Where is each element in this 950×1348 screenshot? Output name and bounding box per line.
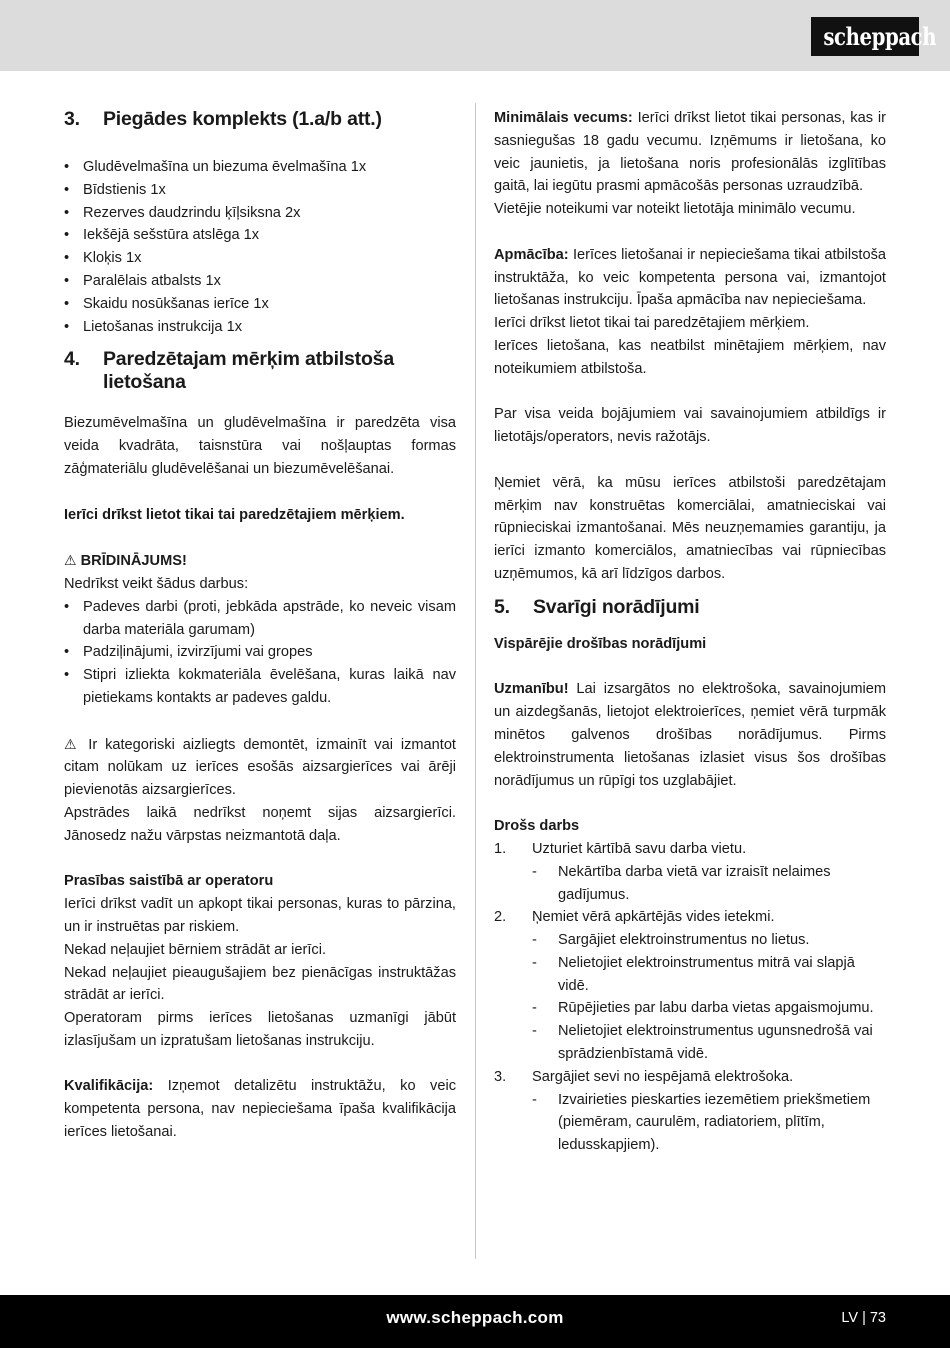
attention-paragraph (494, 678, 886, 792)
section-number: 4. (64, 348, 80, 371)
sub-list (532, 1089, 886, 1157)
min-age-paragraph-2: Vietējie noteikumi var noteikt lietotāja minimālo vecumu. (494, 201, 856, 218)
operator-line: Ierīci drīkst vadīt un apkopt tikai personas, kuras to pārzina, un ir instruētas par riskiem. (64, 896, 456, 935)
header-band (0, 0, 950, 71)
prohibition-text: Ir kategoriski aizliegts demontēt, izmainīt vai izmantot citam nolūkam uz ierīces esošās aizsargierīces vai ārēji pievienotās aizsargierīces. (64, 736, 456, 799)
sub-list (532, 861, 886, 907)
qualification-label: Kvalifikācija: (64, 1078, 154, 1095)
delivery-list (64, 156, 456, 338)
general-safety-heading: Vispārējie drošības norādījumi (494, 635, 707, 652)
warning-icon: ⚠ (64, 735, 81, 752)
right-column (494, 107, 886, 1157)
list-item: • Gludēvelmašīna un biezuma ēvelmašīna 1x (64, 156, 456, 179)
qualification-text: Izņemot detalizētu instruktāžu, ko veic kompetenta persona, nav nepieciešama īpaša kvalifikācija ierīces lietošanai. (64, 1078, 456, 1141)
training-paragraph-3: Ierīces lietošana, kas neatbilst minētajiem mērķiem, nav noteikumiem atbilstoša. (494, 337, 886, 377)
list-item: • Skaidu nosūkšanas ierīce 1x (64, 293, 456, 316)
sub-item: - Nelietojiet elektroinstrumentus mitrā vai slapjā vidē. (532, 952, 886, 998)
section-number: 3. (64, 108, 80, 130)
warning-intro: Nedrīkst veikt šādus darbus: (64, 575, 249, 592)
operator-heading: Prasības saistībā ar operatoru (64, 873, 274, 890)
list-item: • Paralēlais atbalsts 1x (64, 270, 456, 293)
list-item (494, 906, 886, 1066)
list-item: • Iekšējā sešstūra atslēga 1x (64, 224, 456, 247)
sub-item: - Nelietojiet elektroinstrumentus ugunsnedrošā vai sprādzienbīstamā vidē. (532, 1020, 886, 1066)
list-item (494, 838, 886, 906)
item-text: Sargājiet sevi no iespējamā elektrošoka. (532, 1068, 794, 1085)
item-number: 3. (494, 1068, 507, 1085)
brand-logo: scheppach (811, 17, 919, 56)
list-item: • Kloķis 1x (64, 247, 456, 270)
list-item: • Padziļinājumi, izvirzījumi vai gropes (64, 641, 456, 664)
section-title: Piegādes komplekts (1.a/b att.) (103, 108, 382, 130)
intended-use-paragraph: Biezumēvelmašīna un gludēvelmašīna ir paredzēta visa veida kvadrāta, taisnstūra vai nošļauptas formas zāģmateriālu gludēvelēšanai un biezumēvelēšanai. (64, 415, 456, 477)
prohibition-paragraph-2: Apstrādes laikā nedrīkst noņemt sijas aizsargierīci. Jānosedz nažu vārpstas neizmantotā daļa. (64, 804, 456, 844)
sub-item: - Sargājiet elektroinstrumentus no lietus. (532, 929, 886, 952)
operator-line: Nekad neļaujiet pieaugušajiem bez pienācīgas instruktāžas strādāt ar ierīci. (64, 964, 456, 1004)
sub-item: - Izvairieties pieskarties iezemētiem priekšmetiem (piemēram, caurulēm, radiatoriem, plītīm, ledusskapjiem). (532, 1089, 886, 1157)
page-number: LV | 73 (841, 1310, 886, 1326)
list-item (494, 1066, 886, 1157)
operator-line: Nekad neļaujiet bērniem strādāt ar ierīci. (64, 941, 327, 958)
list-item: • Rezerves daudzrindu ķīļsiksna 2x (64, 202, 456, 225)
item-text: Uzturiet kārtībā savu darba vietu. (532, 840, 747, 857)
section-4-heading (64, 348, 456, 394)
item-number: 1. (494, 840, 507, 857)
liability-paragraph: Par visa veida bojājumiem vai savainojumiem atbildīgs ir lietotājs/operators, nevis ražotājs. (494, 406, 886, 446)
min-age-text: Ierīci drīkst lietot tikai personas, kas ir sasniegušas 18 gadu vecumu. Izņēmums ir lietošana, ko veic jaunietis, ja lietošana noris profesionālās izglītības gaitā, lai iegūtu prasmi apmācošās personas uzraudzībā. (494, 110, 886, 195)
safe-work-heading: Drošs darbs (494, 818, 580, 835)
section-title: Paredzētajam mērķim atbilstoša lietošana (103, 348, 394, 394)
list-item: • Stipri izliekta kokmateriāla ēvelēšana, kuras laikā nav pietiekams kontakts ar padeves galdu. (64, 664, 456, 710)
column-divider (475, 103, 476, 1259)
training-text: Ierīces lietošanai ir nepieciešama tikai atbilstoša instruktāža, ko veic kompetenta persona vai, izmantojot lietošanas instrukciju. Īpaša apmācība nav nepieciešama. (494, 246, 886, 309)
min-age-paragraph (494, 107, 886, 198)
section-number: 5. (494, 595, 510, 618)
commercial-use-paragraph: Ņemiet vērā, ka mūsu ierīces atbilstoši paredzētajam mērķim nav konstruētas komerciālai, amatnieciskai vai rūpnieciskai izmantošanai. Mēs neuzņemamies garantiju, ja ierīci izmanto komerciālos, amatniecības vai rūpniecības uzņēmumos, kā arī līdzīgos darbos. (494, 474, 886, 582)
list-item: • Padeves darbi (proti, jebkāda apstrāde, ko neveic visam darba materiāla garumam) (64, 596, 456, 642)
attention-text: Lai izsargātos no elektrošoka, savainojumiem un aizdegšanās, lietojot elektroierīces, ņemiet vērā turpmāk minētos galvenos drošības norādījumus. Pirms elektroinstrumenta lietošanas izlasiet visus šos drošības norādījumus un rūpīgi tos uzglabājiet. (494, 681, 886, 789)
intended-use-note: Ierīci drīkst lietot tikai tai paredzētajiem mērķiem. (64, 506, 405, 523)
section-3-heading (64, 108, 456, 131)
item-text: Ņemiet vērā apkārtējās vides ietekmi. (532, 909, 775, 926)
sub-item: - Rūpējieties par labu darba vietas apgaismojumu. (532, 997, 886, 1020)
training-label: Apmācība: (494, 246, 569, 263)
qualification-paragraph (64, 1075, 456, 1143)
list-item: • Lietošanas instrukcija 1x (64, 316, 456, 339)
warning-list (64, 596, 456, 710)
section-title: Svarīgi norādījumi (533, 595, 700, 618)
left-column (64, 107, 456, 1144)
section-5-heading (494, 596, 886, 619)
list-item: • Bīdstienis 1x (64, 179, 456, 202)
warning-title: BRĪDINĀJUMS! (80, 553, 187, 570)
sub-item: - Nekārtība darba vietā var izraisīt nelaimes gadījumus. (532, 861, 886, 907)
training-paragraph-2: Ierīci drīkst lietot tikai tai paredzētajiem mērķiem. (494, 315, 810, 332)
warning-icon: ⚠ (64, 552, 77, 569)
footer-band (0, 1295, 950, 1348)
website-link[interactable]: www.scheppach.com (386, 1308, 564, 1327)
prohibition-paragraph (64, 733, 456, 802)
operator-line: Operatoram pirms ierīces lietošanas uzmanīgi jābūt izlasījušam un izpratušam lietošanas instrukciju. (64, 1010, 456, 1049)
attention-label: Uzmanību! (494, 681, 569, 698)
safe-work-list (494, 838, 886, 1157)
warning-heading (64, 549, 456, 573)
item-number: 2. (494, 909, 507, 926)
training-paragraph (494, 244, 886, 312)
min-age-label: Minimālais vecums: (494, 110, 633, 126)
sub-list (532, 929, 886, 1066)
